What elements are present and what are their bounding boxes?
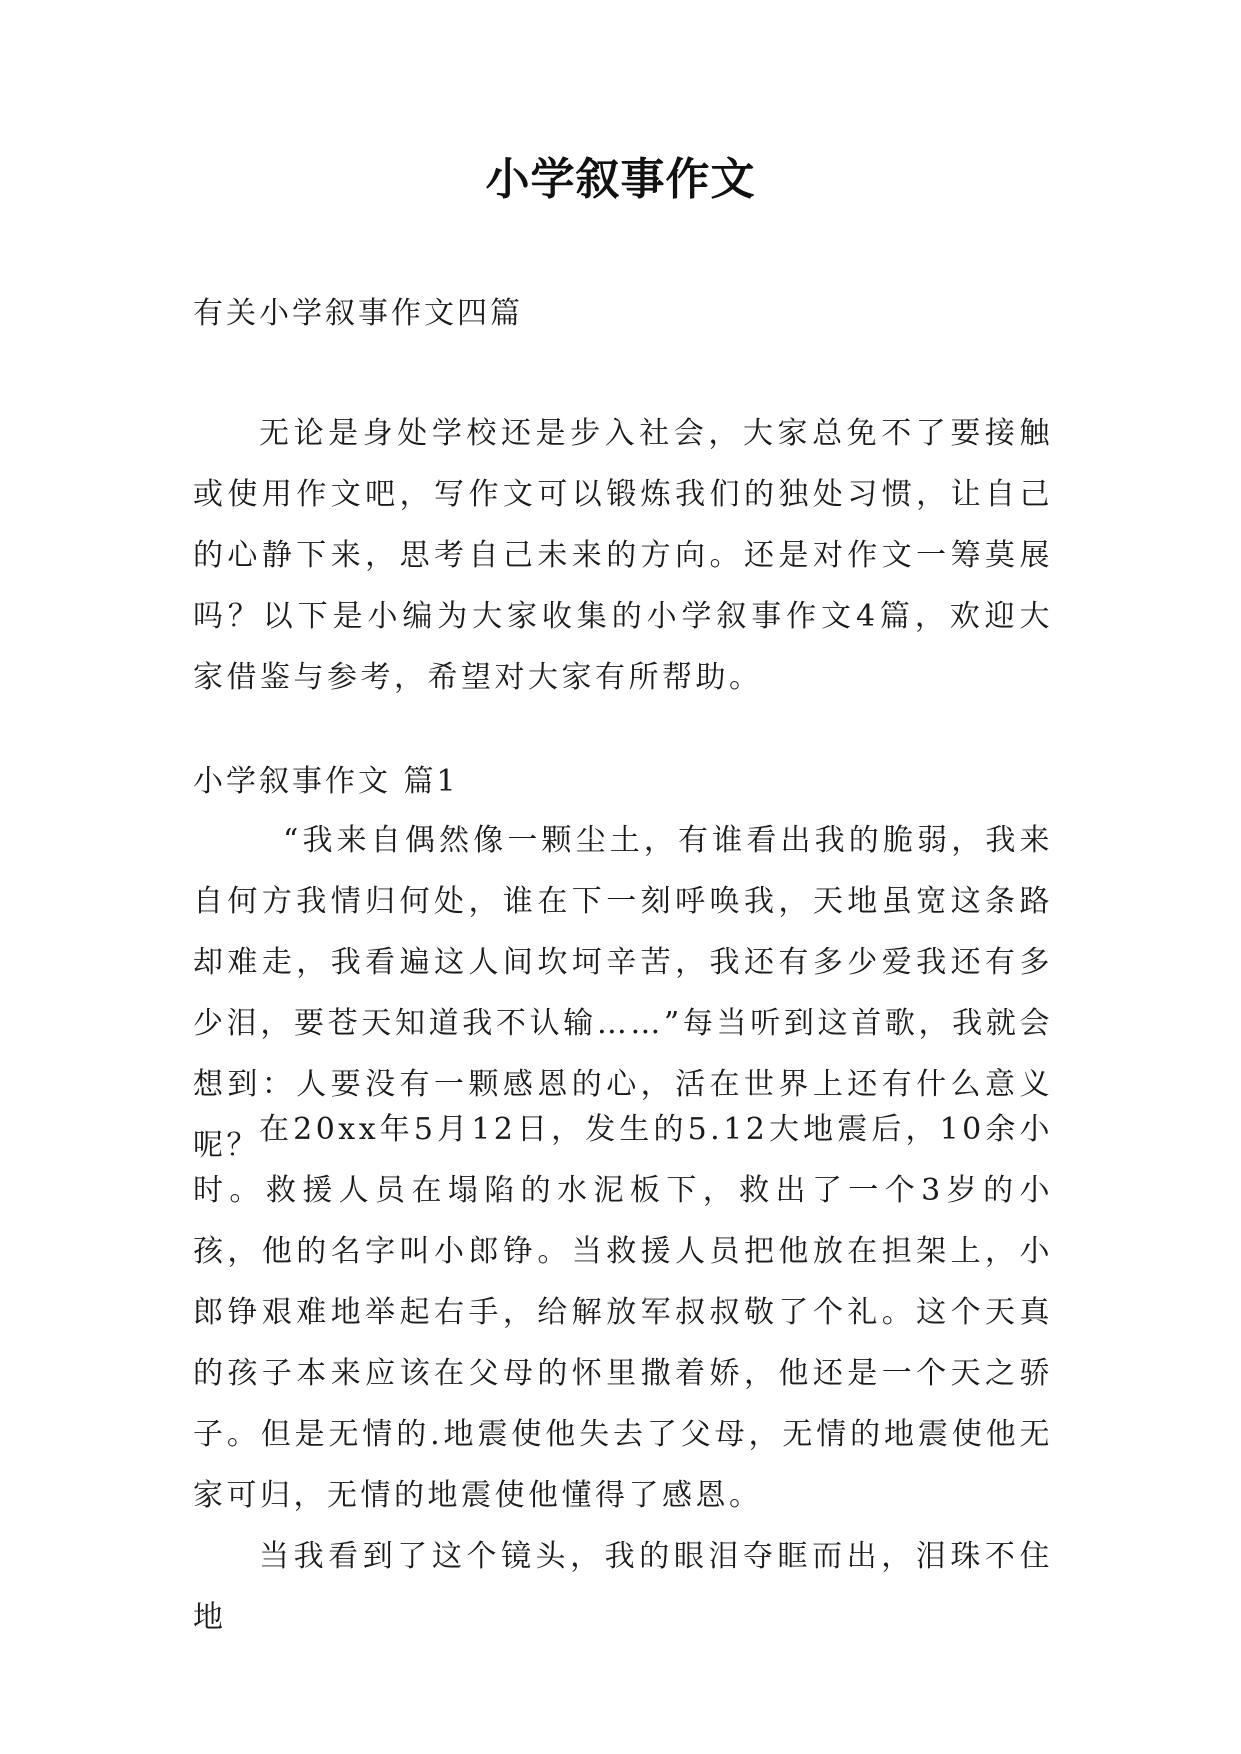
document-title: 小学叙事作文 — [485, 154, 756, 205]
section-heading: 小学叙事作文 篇1 — [193, 764, 459, 799]
document-subtitle: 有关小学叙事作文四篇 — [193, 296, 523, 331]
body-paragraph-quote: “我来自偶然像一颗尘土，有谁看出我的脆弱，我来自何方我情归何处，谁在下一刻呼唤我，天地虽宽这条路却难走，我看遍这人间坎坷辛苦，我还有多少爱我还有多少泪，要苍天知道我不认输……”每当听到这首歌，我就会想到：人要没有一颗感恩的心，活在世界上还有什么意义呢？ — [193, 823, 1053, 1163]
body-paragraph: 当我看到了这个镜头，我的眼泪夺眶而出，泪珠不住地 — [193, 1539, 1053, 1635]
body-paragraph: 在20xx年5月12日，发生的5.12大地震后，10余小时。救援人员在塌陷的水泥板下，救出了一个3岁的小孩，他的名字叫小郎铮。当救援人员把他放在担架上，小郎铮艰难地举起右手，给解放军叔叔敬了个礼。这个天真的孩子本来应该在父母的怀里撒着娇，他还是一个天之骄子。但是无情的.地震使他失去了父母，无情的地震使他无家可归，无情的地震使他懂得了感恩。 — [193, 1112, 1053, 1513]
intro-paragraph: 无论是身处学校还是步入社会，大家总免不了要接触或使用作文吧，写作文可以锻炼我们的独处习惯，让自己的心静下来，思考自己未来的方向。还是对作文一筹莫展吗？以下是小编为大家收集的小学叙事作文4篇，欢迎大家借鉴与参考，希望对大家有所帮助。 — [193, 416, 1053, 695]
